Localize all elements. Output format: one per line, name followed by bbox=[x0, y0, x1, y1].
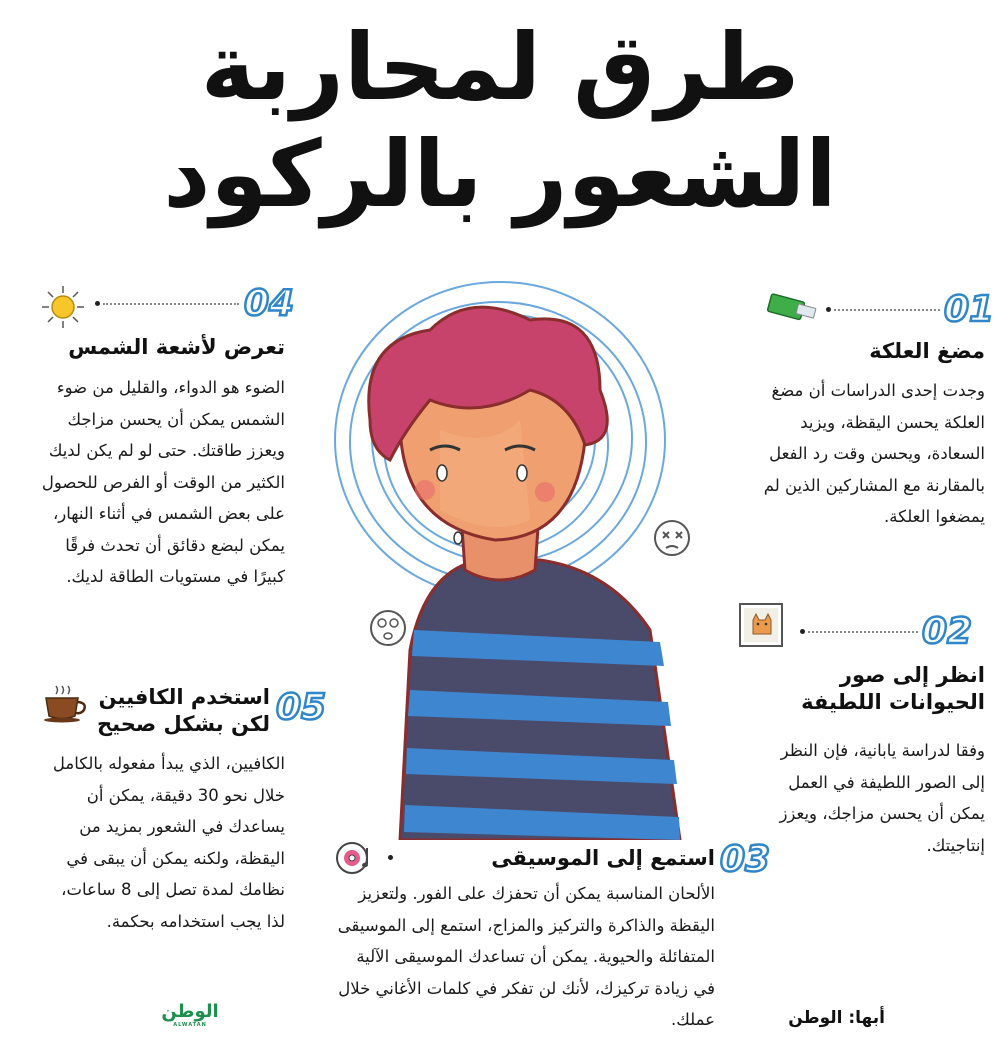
cat-picture-icon bbox=[738, 602, 784, 648]
tip-02-number: 02 bbox=[922, 611, 973, 652]
title-line-2: الشعور بالركود bbox=[163, 121, 837, 228]
dizzy-face-icon-left bbox=[371, 611, 405, 645]
tip-05-number: 05 bbox=[276, 687, 327, 728]
tip-05-heading: استخدم الكافيين لكن بشكل صحيح bbox=[97, 685, 270, 736]
coffee-cup-icon bbox=[42, 684, 90, 724]
logo-arabic: الوطن bbox=[161, 1001, 219, 1022]
tip-03-heading: استمع إلى الموسيقى bbox=[491, 846, 715, 870]
tip-03-number: 03 bbox=[720, 839, 771, 880]
tired-person-illustration bbox=[330, 270, 710, 840]
chewing-gum-icon bbox=[767, 292, 819, 324]
tip-04-heading: تعرض لأشعة الشمس bbox=[68, 335, 285, 359]
credit: أبها: الوطن bbox=[788, 1008, 885, 1028]
music-disc-icon bbox=[334, 840, 374, 876]
dizzy-face-icon-right bbox=[655, 521, 689, 555]
title-line-1: طرق لمحاربة bbox=[200, 14, 800, 121]
logo-latin: ALWATAN bbox=[173, 1022, 207, 1028]
tip-01-heading: مضغ العلكة bbox=[869, 339, 985, 363]
tip-04-number: 04 bbox=[244, 283, 295, 324]
tip-01-body: وجدت إحدى الدراسات أن مضغ العلكة يحسن اليقظة، ويزيد السعادة، ويحسن وقت رد الفعل بالمقارنة مع المشاركين الذين لم يمضغوا العلكة. bbox=[763, 381, 985, 526]
tip-05-body: الكافيين، الذي يبدأ مفعوله بالكامل خلال نحو 30 دقيقة، يمكن أن يساعدك في الشعور بمزيد من اليقظة، ولكنه يمكن أن يبقى في نظامك لمدة تصل إلى 8 ساعات، لذا يجب استخدامه بحكمة. bbox=[52, 754, 285, 931]
tip-04-body: الضوء هو الدواء، والقليل من ضوء الشمس يمكن أن يحسن مزاجك ويعزز طاقتك. حتى لو لم يكن لديك الكثير من الوقت أو الفرص للحصول على بعض الشمس في أثناء النهار، يمكن لبضع دقائق أن تحدث فرقًا كبيرًا في مستويات الطاقة لديك. bbox=[41, 378, 285, 586]
tip-03-body: الألحان المناسبة يمكن أن تحفزك على الفور. ولتعزيز اليقظة والذاكرة والتركيز والمزاج، استمع إلى الموسيقى المتفائلة والحيوية. يمكن أن تساعدك الموسيقى الآلية في زيادة تركيزك، لأنك لن تفكر في كلمات الأغاني خلال عملك. bbox=[337, 884, 715, 1029]
tip-02-heading: انظر إلى صور الحيوانات اللطيفة bbox=[801, 663, 985, 714]
tip-01-number: 01 bbox=[944, 289, 995, 330]
alwatan-logo bbox=[155, 1002, 225, 1028]
tip-02-body: وفقا لدراسة يابانية، فإن النظر إلى الصور اللطيفة في العمل يمكن أن يحسن مزاجك، ويعزز إنتاجيتك. bbox=[779, 741, 985, 855]
sun-icon bbox=[40, 284, 86, 330]
